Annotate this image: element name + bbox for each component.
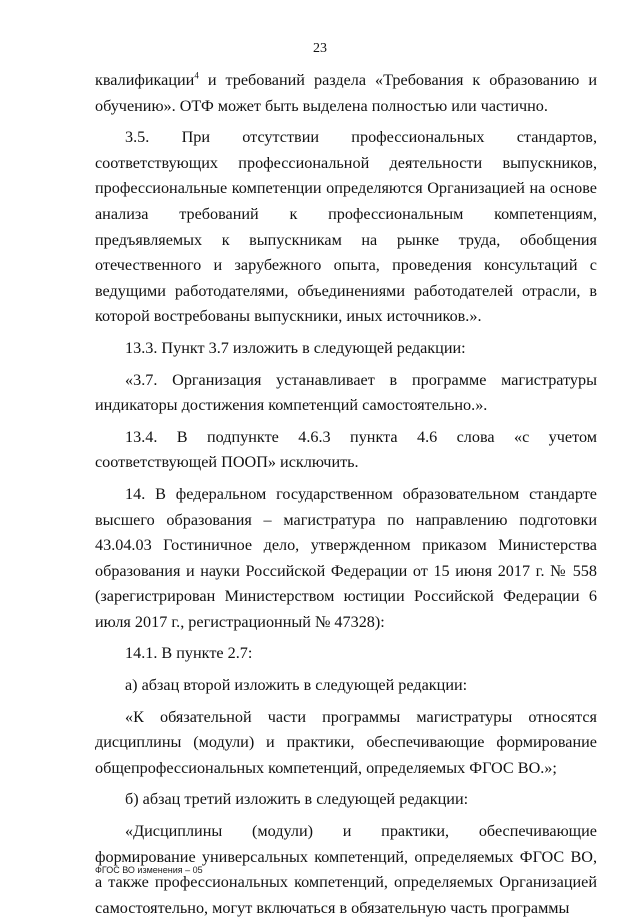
paragraph-item-a: а) абзац второй изложить в следующей редакции: (125, 676, 468, 695)
paragraph-3-5: 3.5. При отсутствии профессиональных стандартов, соответствующих профессиональной деятельности выпускников, профессиональные компетенции определяются Организацией на основе анализа требований к профессиональным компетенциям, предъявляемых к выпускникам на рынке труда, обобщения отечественного и зарубежного опыта, проведения консультаций с ведущими работодателями, объединениями работодателей отрасли, в которой востребованы выпускники, иных источников.». (95, 128, 597, 326)
paragraph-disciplines: «Дисциплины (модули) и практики, обеспечивающие формирование универсальных компетенций, определяемых ФГОС ВО, а также профессиональных компетенций, определяемых Организацией самостоятельно, могут включаться в обязательную часть программы (95, 822, 597, 917)
paragraph-14-1: 14.1. В пункте 2.7: (125, 644, 253, 663)
footnote-reference[interactable]: 4 (194, 70, 199, 81)
page-number: 23 (313, 41, 327, 56)
paragraph-13-4: 13.4. В подпункте 4.6.3 пункта 4.6 слова «с учетом соответствующей ПООП» исключить. (95, 427, 597, 472)
paragraph-text: квалификации (95, 71, 195, 89)
paragraph-item-b: б) абзац третий изложить в следующей редакции: (125, 790, 469, 809)
page-footer: ФГОС ВО изменения – 05 (95, 865, 203, 875)
document-body (95, 68, 597, 921)
paragraph-mandatory-part: «К обязательной части программы магистратуры относятся дисциплины (модули) и практики, обеспечивающие формирование общепрофессиональных компетенций, определяемых ФГОС ВО.»; (95, 707, 597, 777)
paragraph-14: 14. В федеральном государственном образовательном стандарте высшего образования – магистратура по направлению подготовки 43.04.03 Гостиничное дело, утвержденном приказом Министерства образования и науки Российской Федерации от 15 июня 2017 г. № 558 (зарегистрирован Министерством юстиции Российской Федерации 6 июля 2017 г., регистрационный № 47328): (95, 484, 597, 631)
paragraph-text: и требований раздела «Требования к образованию и обучению». ОТФ может быть выделена полностью или частично. (95, 71, 597, 115)
paragraph-qualification (95, 68, 597, 119)
paragraph-13-3: 13.3. Пункт 3.7 изложить в следующей редакции: (125, 338, 466, 357)
paragraph-3-7: «3.7. Организация устанавливает в программе магистратуры индикаторы достижения компетенций самостоятельно.». (95, 370, 597, 415)
